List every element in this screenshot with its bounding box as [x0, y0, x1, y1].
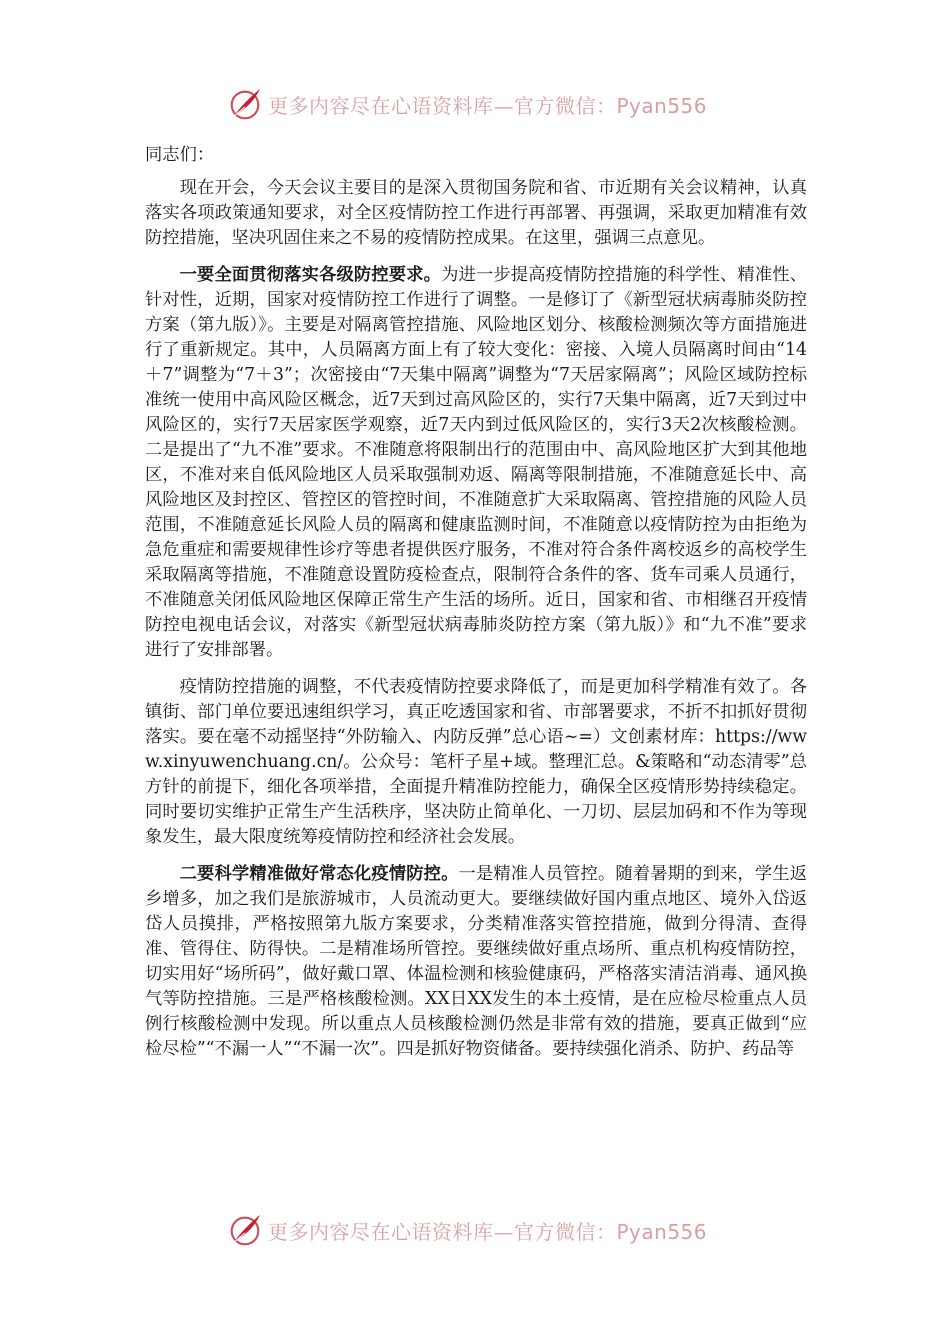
header-banner	[226, 84, 726, 124]
point-two-body: 一是精准人员管控。随着暑期的到来，学生返乡增多，加之我们是旅游城市，人员流动更大。要继续做好国内重点地区、境外入岱返岱人员摸排，严格按照第九版方案要求，分类精准落实管控措施，做到分得清、查得准、管得住、防得快。二是精准场所管控。要继续做好重点场所、重点机构疫情防控，切实用好“场所码”，做好戴口罩、体温检测和核验健康码，严格落实清洁消毒、通风换气等防控措施。三是严格核酸检测。XX日XX发生的本土疫情，是在应检尽检重点人员例行核酸检测中发现。所以重点人员核酸检测仍然是非常有效的措施，要真正做到“应检尽检”“不漏一人”“不漏一次”。四是抓好物资储备。要持续强化消杀、防护、药品等	[145, 864, 807, 1059]
banner-text: 更多内容尽在心语资料库—官方微信：Pyan556	[268, 93, 708, 118]
feather-logo-icon	[226, 1211, 264, 1249]
paragraph-point-one	[145, 263, 807, 663]
speech-body	[145, 143, 807, 1074]
point-one-heading: 一要全面贯彻落实各级防控要求。	[179, 265, 442, 285]
paragraph-opening: 现在开会，今天会议主要目的是深入贯彻国务院和省、市近期有关会议精神，认真落实各项政策通知要求，对全区疫情防控工作进行再部署、再强调，采取更加精准有效防控措施，坚决巩固住来之不易的疫情防控成果。在这里，强调三点意见。	[145, 178, 807, 248]
paragraph-point-two	[145, 862, 807, 1062]
point-one-body: 为进一步提高疫情防控措施的科学性、精准性、针对性，近期，国家对疫情防控工作进行了调整。一是修订了《新型冠状病毒肺炎防控方案（第九版）》。主要是对隔离管控措施、风险地区划分、核酸检测频次等方面措施进行了重新规定。其中，人员隔离方面上有了较大变化：密接、入境人员隔离时间由“14＋7”调整为“7＋3”；次密接由“7天集中隔离”调整为“7天居家隔离”；风险区域防控标准统一使用中高风险区概念，近7天到过高风险区的，实行7天集中隔离，近7天到过中风险区的，实行7天居家医学观察，近7天内到过低风险区的，实行3天2次核酸检测。二是提出了“九不准”要求。不准随意将限制出行的范围由中、高风险地区扩大到其他地区，不准对来自低风险地区人员采取强制劝返、隔离等限制措施，不准随意延长中、高风险地区及封控区、管控区的管控时间，不准随意扩大采取隔离、管控措施的风险人员范围，不准随意延长风险人员的隔离和健康监测时间，不准随意以疫情防控为由拒绝为急危重症和需要规律性诊疗等患者提供医疗服务，不准对符合条件离校返乡的高校学生采取隔离等措施，不准随意设置防疫检查点，限制符合条件的客、货车司乘人员通行，不准随意关闭低风险地区保障正常生产生活的场所。近日，国家和省、市相继召开疫情防控电视电话会议，对落实《新型冠状病毒肺炎防控方案（第九版）》和“九不准”要求进行了安排部署。	[145, 265, 807, 660]
paragraph-adjustment: 疫情防控措施的调整，不代表疫情防控要求降低了，而是更加科学精准有效了。各镇街、部门单位要迅速组织学习，真正吃透国家和省、市部署要求，不折不扣抓好贯彻落实。要在毫不动摇坚持“外防输入、内防反弹”总心语~=）文创素材库：https://www.xinyuwenchuang.cn/。公众号：笔杆子星+域。整理汇总。&策略和“动态清零”总方针的前提下，细化各项举措，全面提升精准防控能力，确保全区疫情形势持续稳定。同时要切实维护正常生产生活秩序，坚决防止简单化、一刀切、层层加码和不作为等现象发生，最大限度统筹疫情防控和经济社会发展。	[145, 677, 807, 847]
feather-logo-icon	[226, 85, 264, 123]
point-two-heading: 二要科学精准做好常态化疫情防控。	[179, 864, 459, 884]
banner-text: 更多内容尽在心语资料库—官方微信：Pyan556	[268, 1219, 708, 1244]
footer-banner	[226, 1210, 726, 1250]
salutation: 同志们：	[145, 145, 215, 165]
